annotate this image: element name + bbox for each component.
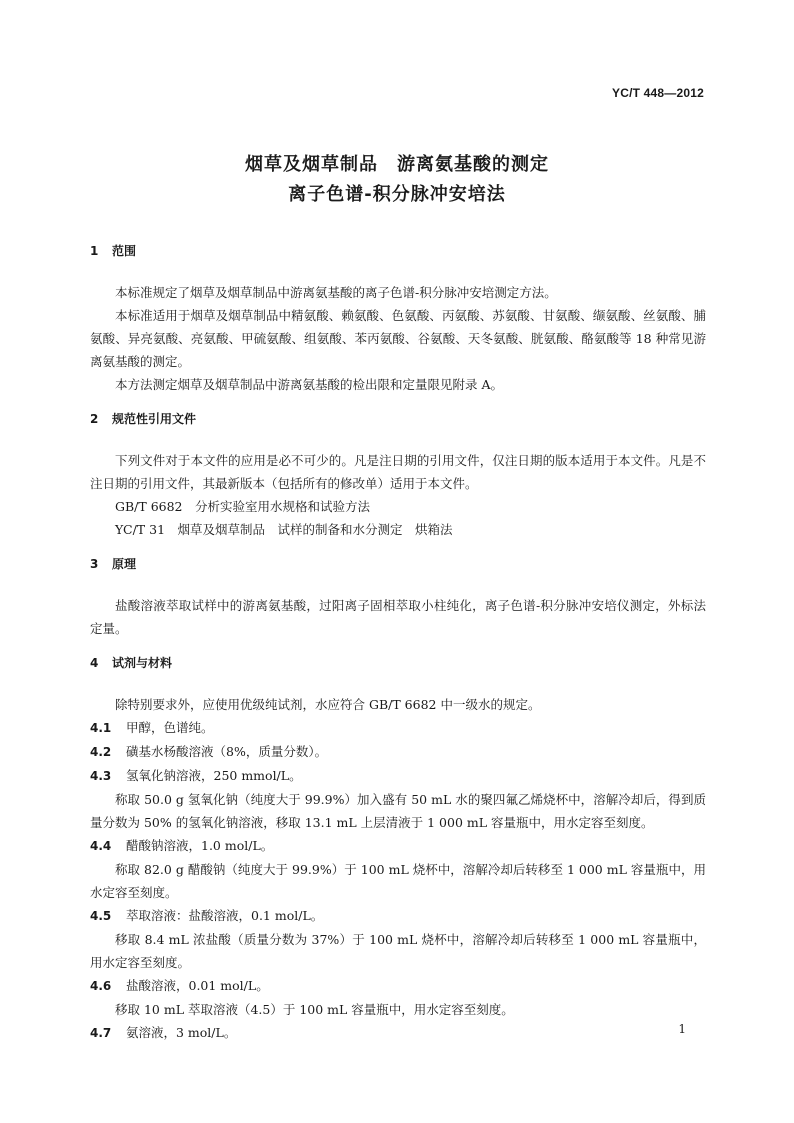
section-heading-scope — [90, 240, 706, 263]
item-text: 甲醇，色谱纯。 — [126, 720, 214, 735]
reference-item: GB/T 6682 分析实验室用水规格和试验方法 — [115, 499, 371, 514]
item-text: 盐酸溶液，0.01 mol/L。 — [126, 978, 269, 993]
section-number: 2 — [90, 412, 99, 426]
item-number: 4.6 — [90, 979, 112, 993]
paragraph: 移取 8.4 mL 浓盐酸（质量分数为 37%）于 100 mL 烧杯中，溶解冷却后转移至 1 000 mL 容量瓶中，用水定容至刻度。 — [90, 932, 706, 970]
section-heading-principle — [90, 553, 706, 576]
paragraph: 称取 50.0 g 氢氧化钠（纯度大于 99.9%）加入盛有 50 mL 水的聚四氟乙烯烧杯中，溶解冷却后，得到质量分数为 50% 的氢氧化钠溶液，移取 13.1 mL 上层清液于 1 000 mL 容量瓶中，用水定容至刻度。 — [90, 792, 706, 830]
section-number: 4 — [90, 656, 99, 670]
list-item — [90, 974, 706, 998]
list-item — [90, 740, 706, 764]
document-body — [90, 240, 706, 1045]
item-number: 4.1 — [90, 721, 112, 735]
section-heading-normative-references — [90, 408, 706, 431]
list-item — [90, 764, 706, 788]
list-item — [90, 834, 706, 858]
item-text: 磺基水杨酸溶液（8%，质量分数）。 — [126, 744, 328, 759]
item-number: 4.5 — [90, 909, 112, 923]
item-number: 4.2 — [90, 745, 112, 759]
document-title-line-1: 烟草及烟草制品 游离氨基酸的测定 — [245, 154, 549, 175]
section-title: 试剂与材料 — [112, 656, 173, 670]
item-number: 4.3 — [90, 769, 112, 783]
section-number: 1 — [90, 244, 99, 258]
paragraph: 称取 82.0 g 醋酸钠（纯度大于 99.9%）于 100 mL 烧杯中，溶解冷却后转移至 1 000 mL 容量瓶中，用水定容至刻度。 — [90, 862, 706, 900]
section-heading-reagents — [90, 652, 706, 675]
section-title: 范围 — [112, 244, 137, 258]
item-text: 萃取溶液：盐酸溶液，0.1 mol/L。 — [126, 908, 324, 923]
paragraph: 盐酸溶液萃取试样中的游离氨基酸，过阳离子固相萃取小柱纯化，离子色谱-积分脉冲安培仪测定，外标法定量。 — [90, 598, 706, 636]
list-item — [90, 1021, 706, 1045]
section-title: 原理 — [112, 557, 137, 571]
section-number: 3 — [90, 557, 99, 571]
standard-code: YC/T 448—2012 — [612, 86, 704, 100]
item-number: 4.4 — [90, 839, 112, 853]
page-number: 1 — [678, 1022, 686, 1036]
section-title: 规范性引用文件 — [112, 412, 197, 426]
paragraph: 本标准适用于烟草及烟草制品中精氨酸、赖氨酸、色氨酸、丙氨酸、苏氨酸、甘氨酸、缬氨酸、丝氨酸、脯氨酸、异亮氨酸、亮氨酸、甲硫氨酸、组氨酸、苯丙氨酸、谷氨酸、天冬氨酸、胱氨酸、酪氨酸等 18 种常见游离氨基酸的测定。 — [90, 308, 706, 369]
item-text: 氢氧化钠溶液，250 mmol/L。 — [126, 768, 302, 783]
list-item — [90, 904, 706, 928]
reference-item: YC/T 31 烟草及烟草制品 试样的制备和水分测定 烘箱法 — [115, 522, 453, 537]
item-text: 氨溶液，3 mol/L。 — [126, 1025, 237, 1040]
item-number: 4.7 — [90, 1026, 112, 1040]
paragraph: 除特别要求外，应使用优级纯试剂，水应符合 GB/T 6682 中一级水的规定。 — [115, 697, 541, 712]
paragraph: 移取 10 mL 萃取溶液（4.5）于 100 mL 容量瓶中，用水定容至刻度。 — [115, 1002, 514, 1017]
paragraph: 本方法测定烟草及烟草制品中游离氨基酸的检出限和定量限见附录 A。 — [115, 377, 504, 392]
paragraph: 下列文件对于本文件的应用是必不可少的。凡是注日期的引用文件，仅注日期的版本适用于本文件。凡是不注日期的引用文件，其最新版本（包括所有的修改单）适用于本文件。 — [90, 453, 706, 491]
document-title-line-2: 离子色谱-积分脉冲安培法 — [288, 184, 506, 205]
item-text: 醋酸钠溶液，1.0 mol/L。 — [126, 838, 274, 853]
list-item — [90, 716, 706, 740]
paragraph: 本标准规定了烟草及烟草制品中游离氨基酸的离子色谱-积分脉冲安培测定方法。 — [115, 285, 557, 300]
